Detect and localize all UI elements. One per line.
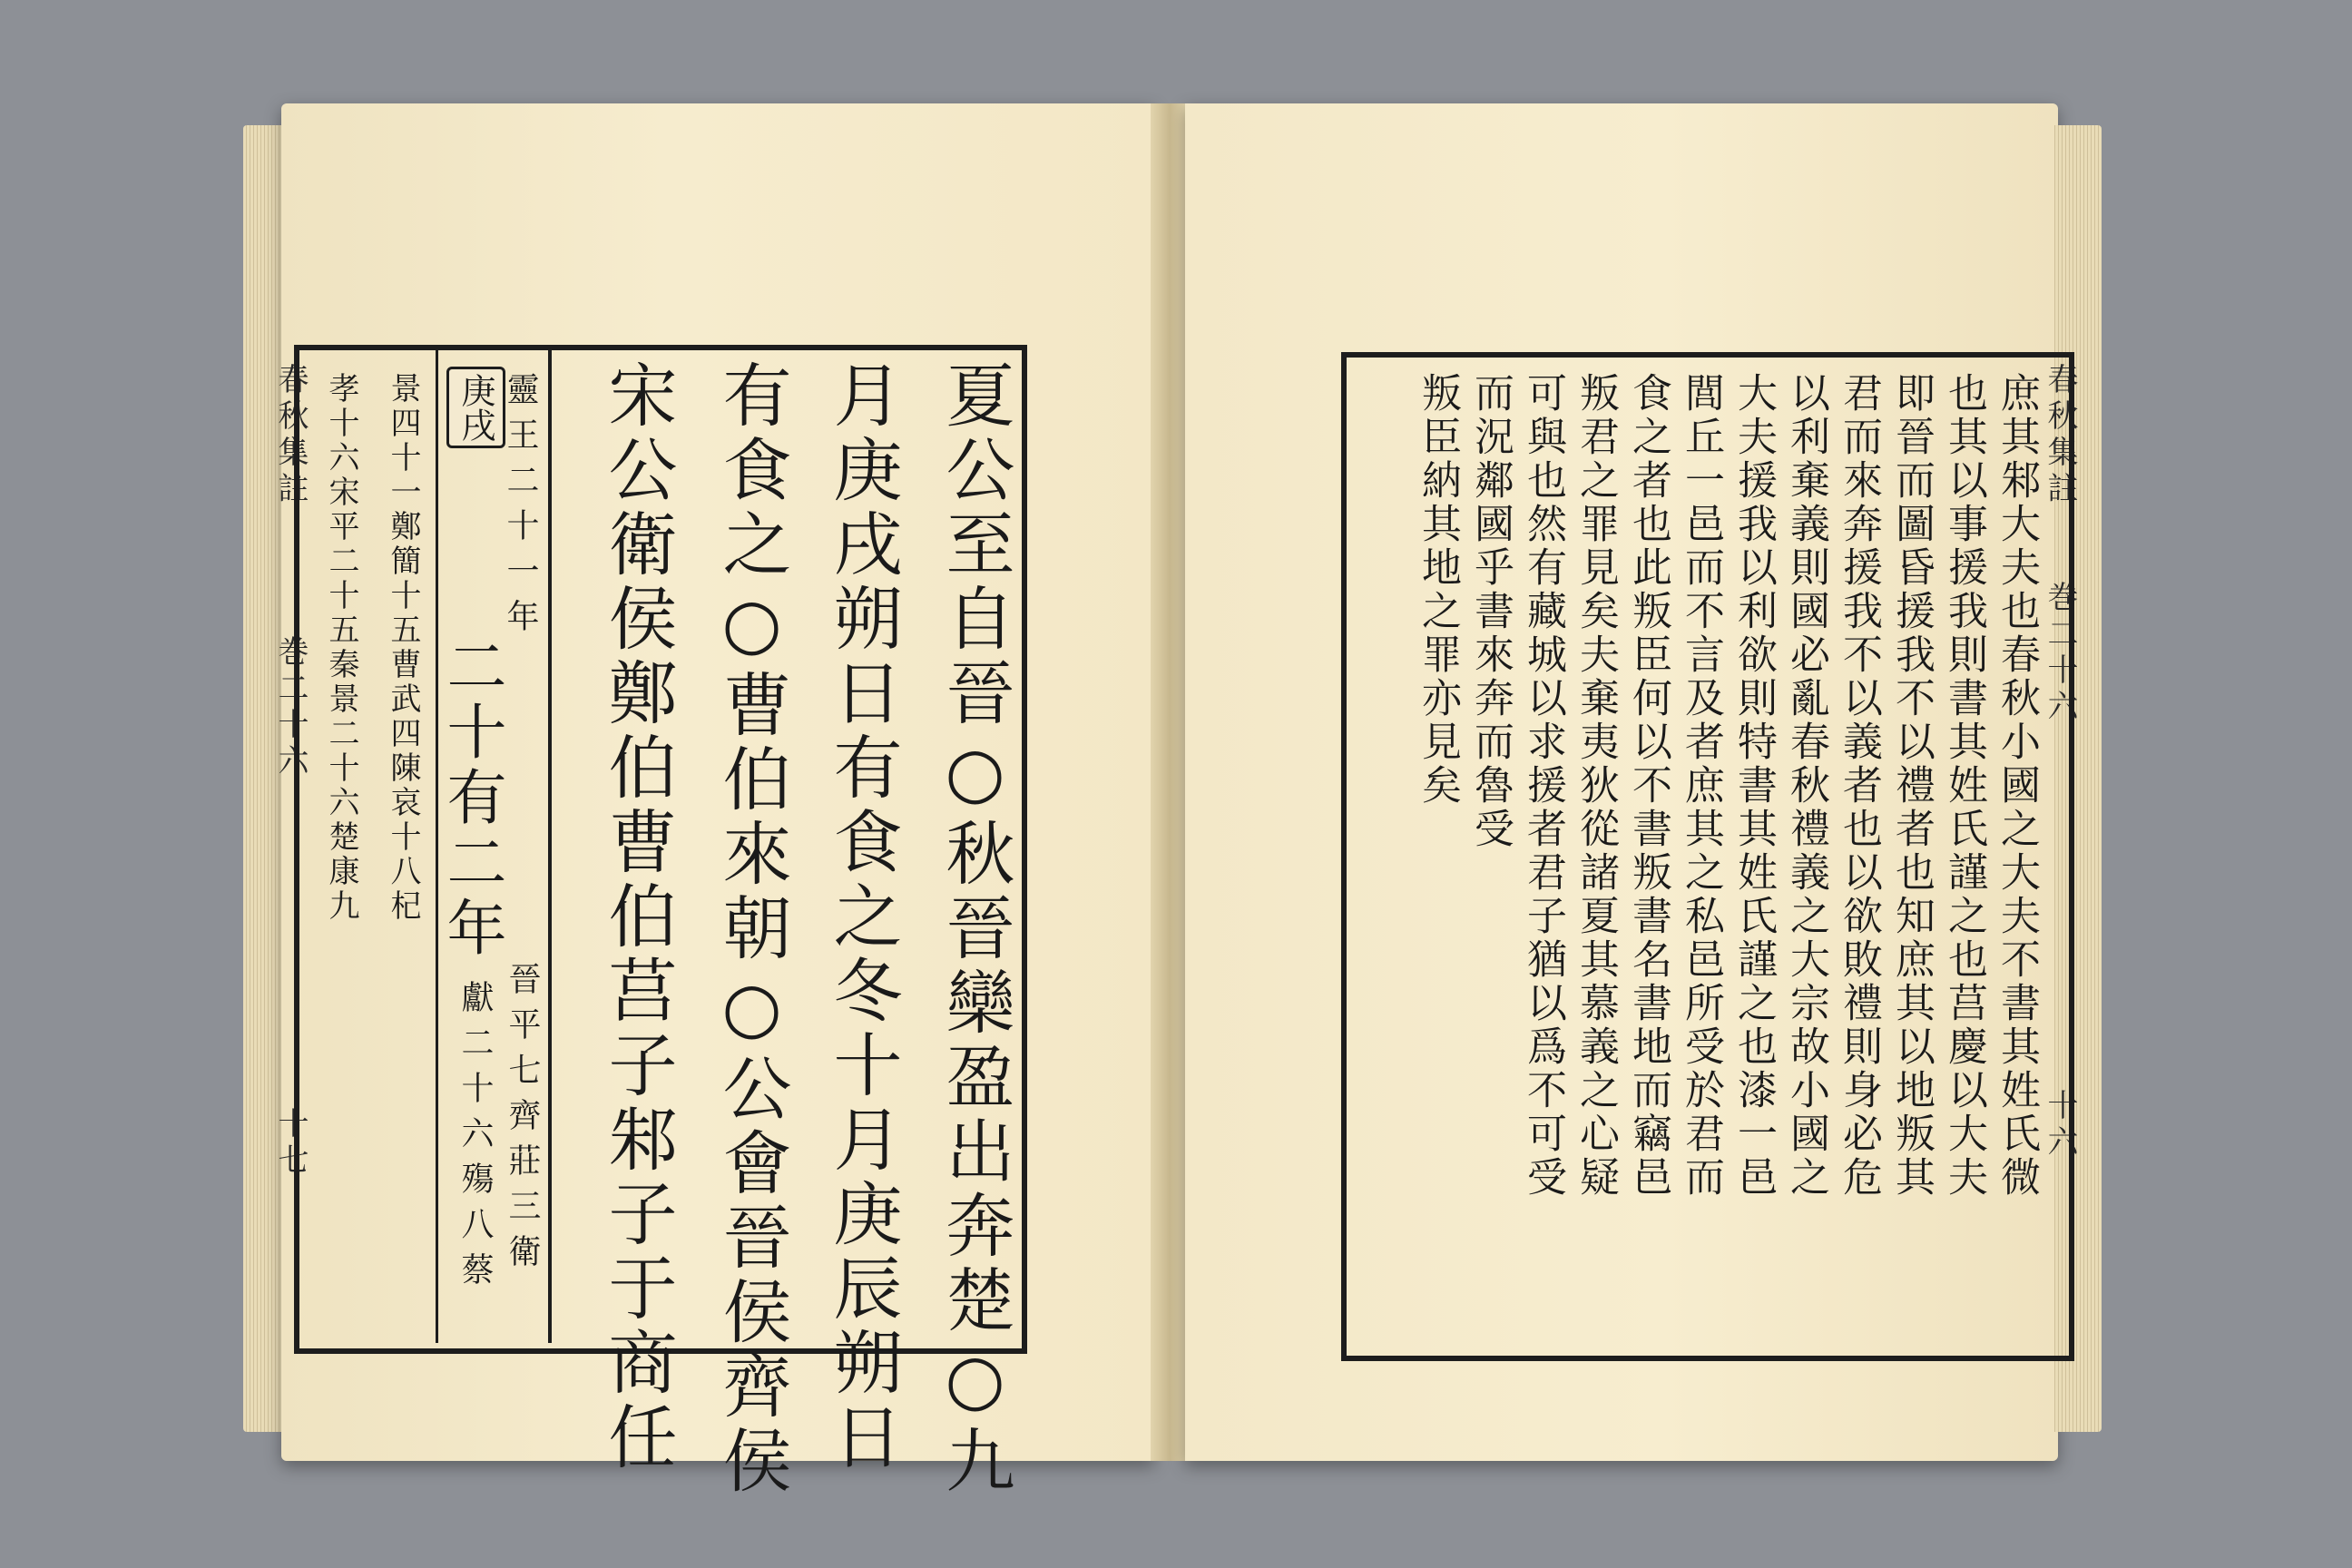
chronology-col-4: 孝十六宋平二十五秦景二十六楚康九 [323,372,359,924]
right-margin-page: 十六 [2042,1089,2078,1161]
chronology-col-1: 晉平七齊莊三衛 [504,962,541,1279]
commentary-col-8: 食之者也此叛臣何以不書叛書名書地而竊邑 [1625,372,1671,1200]
commentary-col-3: 即晉而圖昏援我不以禮者也知庶其以地叛其 [1888,372,1935,1200]
left-margin-page: 十七 [272,1107,309,1180]
year-heading: 二十有二年 [436,635,506,962]
commentary-col-5: 以利棄義則國必亂春秋禮義之大宗故小國之 [1783,372,1829,1200]
year-stamp: 庚戌 [446,367,505,448]
right-margin-title: 春秋集註 [2042,363,2078,508]
left-margin-volume: 巻二十六 [272,635,309,780]
right-margin-volume: 巻二十六 [2042,581,2078,726]
commentary-col-4: 君而來奔援我不以義者也以欲敗禮則身必危 [1836,372,1882,1200]
left-divider [548,350,552,1343]
left-margin-title: 春秋集註 [272,363,309,508]
main-column-2: 月庚戌朔日有食之冬十月庚辰朔日 [822,359,903,1475]
main-column-1: 夏公至自晉○秋晉欒盈出奔楚○九 [935,359,1015,1499]
commentary-col-11: 而況鄰國乎書來奔而魯受 [1467,372,1514,851]
commentary-col-1: 庶其邾大夫也春秋小國之大夫不書其姓氏微 [1994,372,2040,1200]
chronology-col-3: 景四十一鄭簡十五曹武四陳哀十八杞 [385,372,421,924]
commentary-col-9: 叛君之罪見矣夫棄夷狄從諸夏其慕義之心疑 [1573,372,1619,1200]
commentary-col-6: 大夫援我以利欲則特書其姓氏謹之也漆一邑 [1730,372,1777,1200]
main-column-3: 有食之○曹伯來朝○公會晉侯齊侯 [711,359,792,1499]
commentary-col-7: 閭丘一邑而不言及者庶其之私邑所受於君而 [1678,372,1724,1200]
commentary-col-12: 叛臣納其地之罪亦見矣 [1415,372,1461,808]
main-column-4: 宋公衛侯鄭伯曹伯莒子邾子于商任 [597,359,678,1475]
year-line-1: 靈王二十一年 [502,372,539,644]
commentary-col-2: 也其以事援我則書其姓氏謹之也莒慶以大夫 [1941,372,1987,1200]
book-gutter [1151,103,1189,1461]
commentary-col-10: 可與也然有藏城以求援者君子猶以爲不可受 [1520,372,1566,1200]
chronology-col-2: 獻二十六殤八蔡 [456,980,494,1298]
